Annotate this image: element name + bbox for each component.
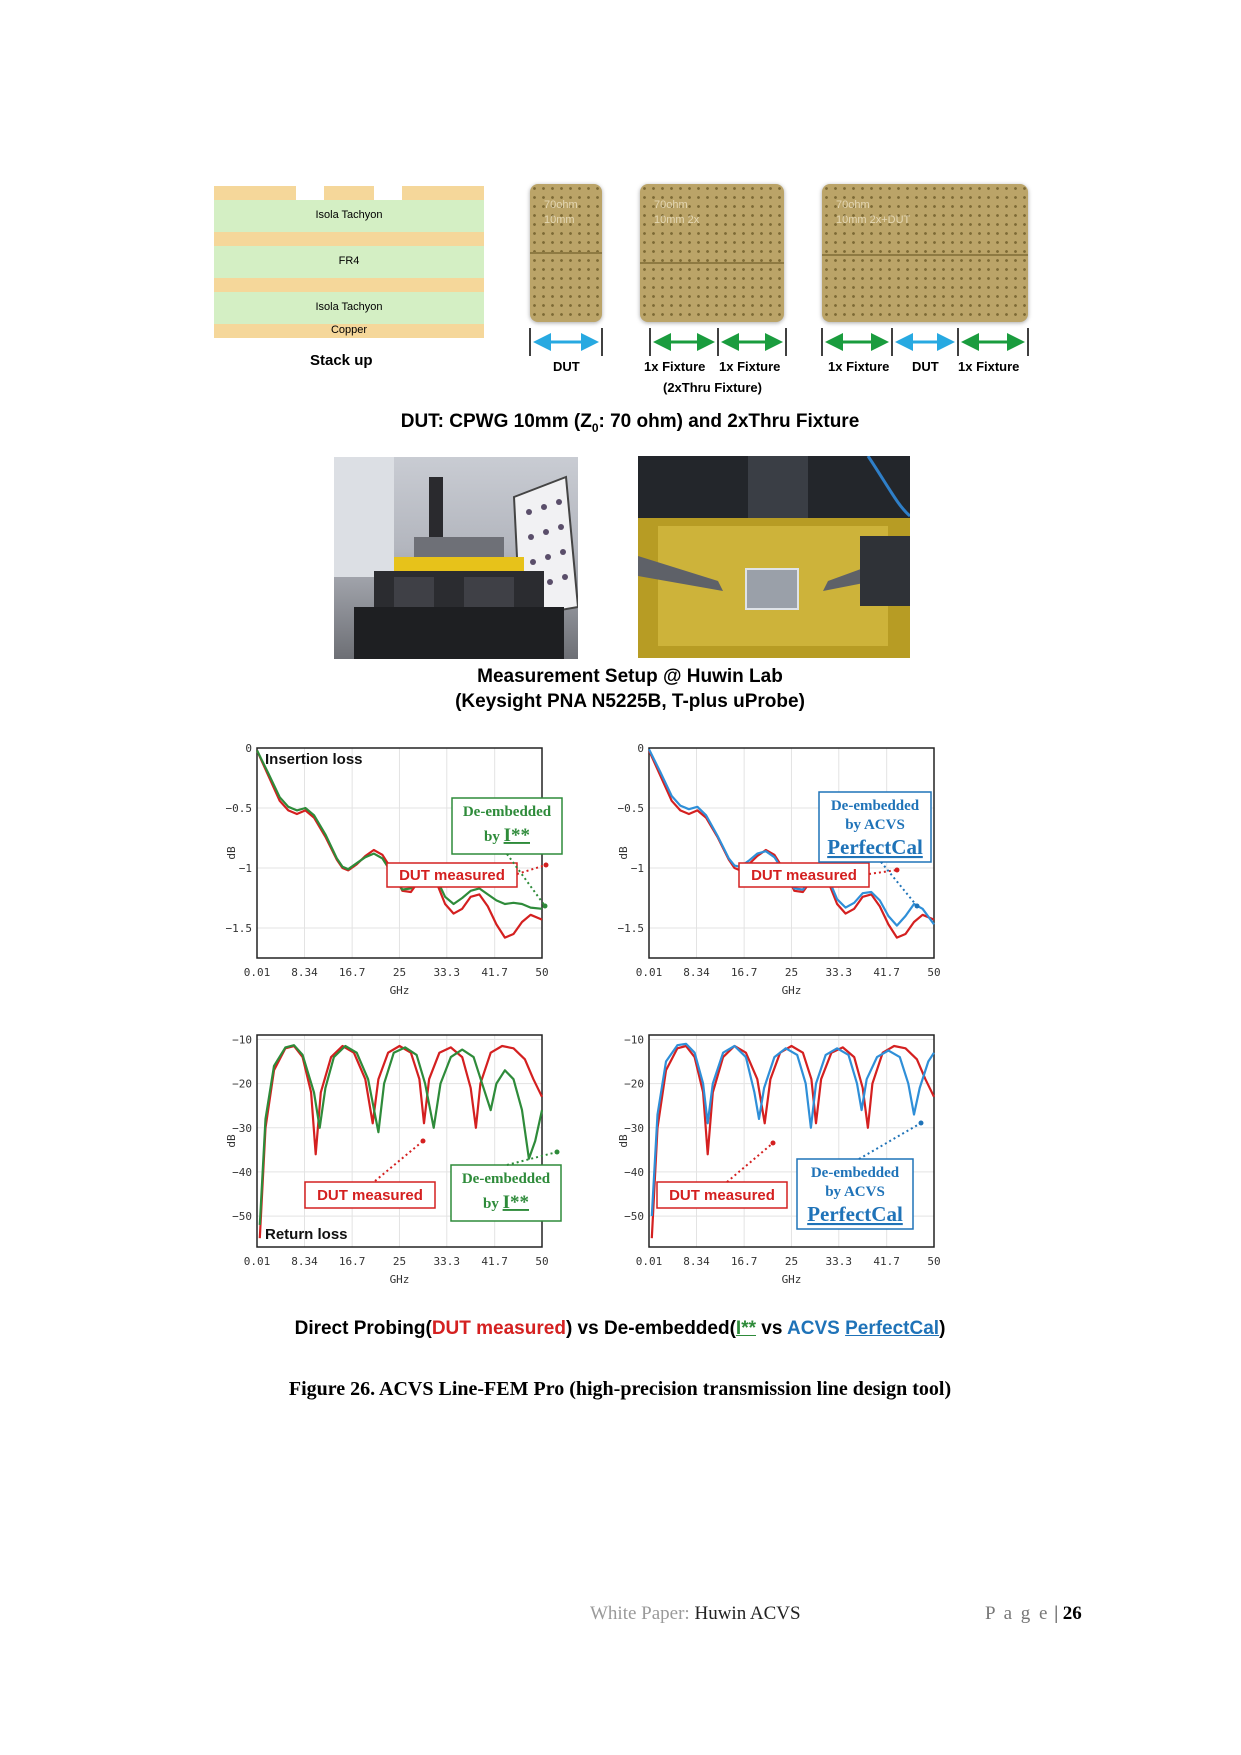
dimension-arrows — [520, 328, 1040, 358]
figure-caption: Figure 26. ACVS Line-FEM Pro (high-precision transmission line design tool) — [288, 1378, 952, 1400]
legend-measured-label: DUT measured — [399, 867, 505, 884]
y-tick-label: 0 — [245, 742, 252, 755]
x-tick-label: 41.7 — [873, 966, 900, 979]
board-label: 1x Fixture — [958, 359, 1020, 374]
footer-left — [590, 1603, 801, 1625]
pointer-head — [543, 904, 548, 909]
layer-label: Isola Tachyon — [315, 301, 383, 313]
page-label: P a g e — [985, 1603, 1050, 1624]
copper-layer — [214, 232, 484, 246]
footer-brand: Huwin ACVS — [694, 1603, 801, 1624]
x-tick-label: 0.01 — [635, 966, 663, 979]
legend-measured-label: DUT measured — [751, 867, 857, 884]
legend-deembedded-line1: De-embedded — [810, 1165, 900, 1181]
legend-measured-pointer — [727, 1143, 773, 1182]
stackup-title: Stack up — [310, 352, 373, 369]
board-dut — [530, 184, 602, 322]
legend-deembedded-pointer — [507, 1152, 557, 1165]
legend-deembedded-line2: by I** — [483, 1192, 529, 1213]
x-tick-label: 33.3 — [433, 1255, 461, 1268]
legend-measured-label: DUT measured — [669, 1187, 775, 1204]
x-axis-label: GHz — [389, 984, 410, 997]
x-axis-label: GHz — [781, 984, 802, 997]
y-tick-label: −40 — [232, 1165, 252, 1179]
legend-deembedded-line1: De-embedded — [461, 1171, 551, 1187]
x-tick-label: 50 — [535, 966, 549, 979]
board-sublabel: (2xThru Fixture) — [663, 380, 762, 395]
board-text: 70ohm 10mm — [544, 199, 578, 226]
layer-label: Copper — [330, 324, 368, 336]
y-tick-label: −20 — [232, 1077, 252, 1091]
x-tick-label: 25 — [784, 1255, 799, 1268]
chart-title: Return loss — [265, 1226, 348, 1243]
page-separator: | — [1054, 1603, 1059, 1624]
pointer-head — [771, 1141, 776, 1146]
copper-pad — [324, 186, 374, 200]
x-tick-label: 33.3 — [825, 1255, 853, 1268]
board-text: 70ohm 10mm 2x — [654, 199, 700, 226]
x-tick-label: 0.01 — [243, 1255, 271, 1268]
legend-deembedded-line3: PerfectCal — [827, 835, 923, 859]
pointer-head — [421, 1139, 426, 1144]
legend-deembedded-line1: De-embedded — [830, 798, 920, 814]
y-axis-label: dB — [225, 846, 238, 860]
y-tick-label: −10 — [624, 1033, 644, 1047]
y-tick-label: −1.5 — [617, 922, 644, 935]
x-tick-label: 25 — [392, 966, 407, 979]
x-tick-label: 50 — [927, 1255, 941, 1268]
x-tick-label: 16.7 — [730, 966, 758, 979]
y-axis-label: dB — [617, 1134, 630, 1148]
y-tick-label: −10 — [232, 1033, 252, 1047]
copper-pad — [402, 186, 484, 200]
copper-pad — [214, 186, 296, 200]
return-loss-chart-right — [617, 1027, 1007, 1317]
page-number: 26 — [1062, 1603, 1082, 1624]
y-tick-label: −30 — [232, 1121, 252, 1135]
layer-label: FR4 — [338, 255, 360, 267]
x-tick-label: 0.01 — [635, 1255, 663, 1268]
probe-station-photo — [334, 457, 578, 659]
y-tick-label: −0.5 — [225, 802, 252, 815]
footer-page — [985, 1603, 1082, 1625]
board-2xthru — [640, 184, 784, 322]
y-axis-label: dB — [225, 1134, 238, 1148]
legend-deembedded-line2: by ACVS — [825, 1184, 885, 1200]
legend-deembedded-line2: by ACVS — [845, 817, 905, 833]
y-tick-label: −50 — [232, 1210, 252, 1224]
y-tick-label: −20 — [624, 1077, 644, 1091]
x-tick-label: 33.3 — [433, 966, 461, 979]
comparison-caption: Direct Probing(DUT measured) vs De-embedded(I** vs ACVS PerfectCal) — [294, 1318, 946, 1339]
y-tick-label: −30 — [624, 1121, 644, 1135]
x-axis-label: GHz — [781, 1273, 802, 1286]
y-tick-label: −40 — [624, 1165, 644, 1179]
board-label: 1x Fixture — [828, 359, 890, 374]
pointer-head — [544, 863, 549, 868]
x-tick-label: 0.01 — [243, 966, 271, 979]
x-tick-label: 41.7 — [481, 1255, 508, 1268]
y-tick-label: −0.5 — [617, 802, 644, 815]
x-tick-label: 25 — [392, 1255, 407, 1268]
board-2xthru-dut — [822, 184, 1028, 322]
x-tick-label: 41.7 — [873, 1255, 900, 1268]
y-tick-label: −1.5 — [225, 922, 252, 935]
y-axis-label: dB — [617, 846, 630, 860]
x-tick-label: 33.3 — [825, 966, 853, 979]
pointer-head — [895, 868, 900, 873]
y-tick-label: −1 — [630, 862, 644, 875]
board-label: 1x Fixture — [644, 359, 706, 374]
x-tick-label: 8.34 — [683, 1255, 710, 1268]
x-tick-label: 16.7 — [730, 1255, 758, 1268]
pointer-head — [919, 1121, 924, 1126]
x-tick-label: 8.34 — [291, 1255, 318, 1268]
probe-closeup-photo — [638, 456, 910, 658]
setup-caption: Measurement Setup @ Huwin Lab (Keysight PNA N5225B, T-plus uProbe) — [455, 666, 805, 712]
y-tick-label: 0 — [637, 742, 644, 755]
legend-measured-pointer — [869, 870, 897, 874]
legend-deembedded-line3: PerfectCal — [807, 1202, 903, 1226]
insertion-loss-chart-right — [617, 740, 1007, 1025]
x-tick-label: 41.7 — [481, 966, 508, 979]
x-tick-label: 16.7 — [338, 966, 366, 979]
x-tick-label: 25 — [784, 966, 799, 979]
x-axis-label: GHz — [389, 1273, 410, 1286]
x-tick-label: 16.7 — [338, 1255, 366, 1268]
insertion-loss-chart-left — [225, 740, 615, 1025]
x-tick-label: 50 — [927, 966, 941, 979]
board-text: 70ohm 10mm 2x+DUT — [836, 199, 911, 226]
copper-layer — [214, 278, 484, 292]
legend-deembedded-line1: De-embedded — [462, 804, 552, 820]
board-label: DUT — [912, 359, 939, 374]
y-tick-label: −50 — [624, 1210, 644, 1224]
legend-measured-label: DUT measured — [317, 1187, 423, 1204]
x-tick-label: 8.34 — [291, 966, 318, 979]
chart-title: Insertion loss — [265, 751, 363, 768]
dut-caption: DUT: CPWG 10mm ($Z_0$: 70 ohm) and 2xThru Fixture — [400, 411, 860, 435]
board-label: 1x Fixture — [719, 359, 781, 374]
layer-label: Isola Tachyon — [315, 209, 383, 221]
board-label: DUT — [553, 359, 580, 374]
x-tick-label: 8.34 — [683, 966, 710, 979]
legend-deembedded-line2: by I** — [484, 825, 530, 846]
pointer-head — [555, 1150, 560, 1155]
return-loss-chart-left — [225, 1027, 615, 1317]
footer-label: White Paper: — [590, 1603, 695, 1624]
x-tick-label: 50 — [535, 1255, 549, 1268]
pointer-head — [915, 904, 920, 909]
stackup-diagram — [214, 186, 484, 338]
y-tick-label: −1 — [238, 862, 252, 875]
